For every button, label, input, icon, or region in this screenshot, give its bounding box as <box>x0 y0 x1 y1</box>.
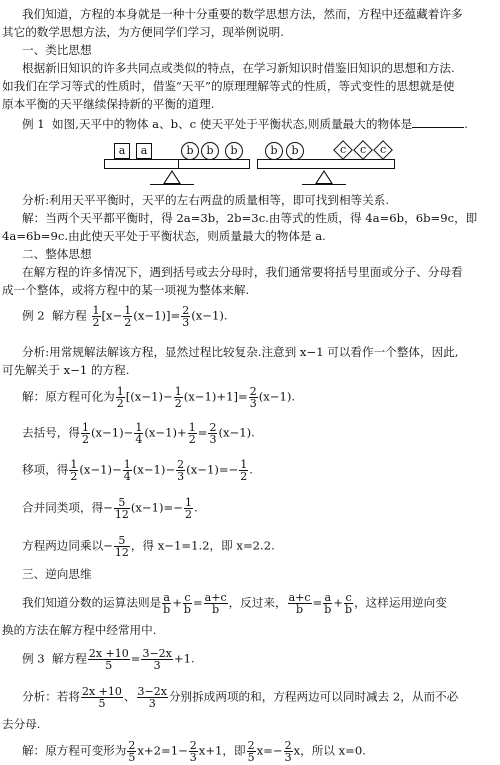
weight-b: b <box>225 142 243 160</box>
fraction: $\frac{c}{b}$ <box>345 591 353 616</box>
fraction: $\frac{a}{b}$ <box>163 591 171 616</box>
fraction: $\frac{1}{4}$ <box>123 458 131 483</box>
fraction: $\frac{3-2x}{3}$ <box>142 647 172 672</box>
section1-paragraph-1: 根据新旧知识的许多共同点或类似的特点，在学习新知识时借鉴旧知识的思想和方法. <box>22 61 455 75</box>
fraction: $\frac{2}{3}$ <box>284 739 292 764</box>
example1-solution-1: 解：当两个天平都平衡时，得 2a=3b，2b=3c.由等式的性质，得 4a=6b，6b=9c，即 <box>22 211 478 225</box>
fraction: $\frac{2}{3}$ <box>177 458 185 483</box>
example1-question: 例 1 如图,天平中的物体 a、b、c 使天平处于平衡状态,则质量最大的物体是 . <box>22 117 468 131</box>
example3-analysis-2: 去分母. <box>2 717 41 731</box>
weight-a: a <box>114 143 130 159</box>
weight-b: b <box>265 142 283 160</box>
example1-text: 如图,天平中的物体 a、b、c 使天平处于平衡状态,则质量最大的物体是 <box>52 117 413 131</box>
example2-equation: 例 2 解方程 $\frac{1}{2}$ [x− $\frac{1}{2}$ (x−1)]= $\frac{2}{3}$ (x−1). <box>22 304 228 329</box>
section2-heading: 二、整体思想 <box>22 247 92 261</box>
section1-paragraph-2: 如我们在学习等式的性质时，借鉴“天平”的原理理解等式的性质，等式变性的思想就是使 <box>2 79 455 93</box>
fraction: $\frac{1}{2}$ <box>70 458 78 483</box>
fulcrum-base <box>150 184 194 185</box>
answer-blank <box>412 116 464 128</box>
fraction: $\frac{2x +10}{5}$ <box>81 685 122 710</box>
section3-heading: 三、逆向思维 <box>22 567 92 581</box>
fraction: $\frac{1}{2}$ <box>81 421 89 446</box>
example1-solution-2: 4a=6b=9c.由此使天平处于平衡状态，则质量最大的物体是 a. <box>2 229 326 243</box>
section3-paragraph-1: 我们知道分数的运算法则是 $\frac{a}{b}$ + $\frac{c}{b}$ = $\frac{a+c}{b}$ ，反过来， $\frac{a+c}{b}$ = $\frac{a}{b}$ + $\frac{c}{b}$ ，这样运用逆向变 <box>22 591 447 616</box>
fraction: $\frac{2}{3}$ <box>189 739 197 764</box>
section1-paragraph-3: 原本平衡的天平继续保持新的平衡的道理. <box>2 97 215 111</box>
fraction: $\frac{5}{12}$ <box>114 534 129 559</box>
example2-step-5: 方程两边同乘以− $\frac{5}{12}$ ，得 x−1=1.2，即 x=2.2. <box>22 534 275 559</box>
fraction: $\frac{1}{2}$ <box>188 421 196 446</box>
fraction: $\frac{2}{3}$ <box>182 304 190 329</box>
intro-line-1: 我们知道，方程的本身就是一种十分重要的数学思想方法，然而，方程中还蕴藏着许多 <box>22 7 463 21</box>
fraction: $\frac{5}{12}$ <box>114 496 129 521</box>
example2-step-1: 解：原方程可化为 $\frac{1}{2}$ [(x−1)− $\frac{1}{2}$ (x−1)+1]= $\frac{2}{3}$ (x−1). <box>22 385 296 410</box>
fraction: $\frac{2}{5}$ <box>128 739 136 764</box>
fraction: $\frac{c}{b}$ <box>183 591 191 616</box>
fraction: $\frac{2x +10}{5}$ <box>88 647 129 672</box>
section2-paragraph-1: 在解方程的许多情况下，遇到括号或去分母时，我们通常要将括号里面或分子、分母看 <box>22 265 463 279</box>
fraction: $\frac{2}{3}$ <box>249 385 257 410</box>
fraction: $\frac{1}{2}$ <box>92 304 100 329</box>
example2-analysis-2: 可先解关于 x−1 的方程. <box>2 363 130 377</box>
weight-b: b <box>201 142 219 160</box>
fraction: $\frac{2}{3}$ <box>209 421 217 446</box>
example2-analysis-1: 分析:用常规解法解该方程，显然过程比较复杂.注意到 x−1 可以看作一个整体，因此, <box>22 345 459 359</box>
weight-c: c <box>373 140 393 160</box>
section2-paragraph-2: 成一个整体，或将方程中的某一项视为整体来解. <box>2 283 250 297</box>
example2-step-3: 移项，得 $\frac{1}{2}$ (x−1)− $\frac{1}{4}$ (x−1)− $\frac{2}{3}$ (x−1)=− $\frac{1}{2}$ . <box>22 458 253 483</box>
weight-c: c <box>353 140 373 160</box>
fraction: $\frac{1}{2}$ <box>184 496 192 521</box>
weight-a: a <box>136 143 152 159</box>
balance-beam <box>257 159 395 169</box>
example1-analysis: 分析:利用天平平衡时，天平的左右两盘的质量相等，即可找到相等关系. <box>22 193 389 207</box>
example1-label: 例 1 <box>22 117 45 131</box>
example3-solution: 解：原方程可变形为 $\frac{2}{5}$ x+2=1− $\frac{2}{3}$ x+1，即 $\frac{2}{5}$ x=− $\frac{2}{3}$ x，所以 x=0. <box>22 739 366 764</box>
fulcrum-base <box>302 184 346 185</box>
fraction: $\frac{1}{2}$ <box>124 304 132 329</box>
example2-step-2: 去括号，得 $\frac{1}{2}$ (x−1)− $\frac{1}{4}$ (x−1)+ $\frac{1}{2}$ = $\frac{2}{3}$ (x−1). <box>22 421 255 446</box>
weight-b: b <box>181 142 199 160</box>
intro-line-2: 其它的数学思想方法，为方便同学们学习，现举例说明. <box>2 25 284 39</box>
section1-heading: 一、类比思想 <box>22 43 92 57</box>
balance-pan-right <box>178 159 250 169</box>
fraction: $\frac{3-2x}{3}$ <box>137 685 167 710</box>
section3-paragraph-2: 换的方法在解方程中经常用中. <box>2 623 157 637</box>
weight-b: b <box>286 142 304 160</box>
example3-equation: 例 3 解方程 $\frac{2x +10}{5}$ = $\frac{3-2x}{3}$ +1. <box>22 647 195 672</box>
example3-analysis-1: 分析：若将 $\frac{2x +10}{5}$ 、 $\frac{3-2x}{3}$ 分别拆成两项的和，方程两边可以同时减去 2，从而不必 <box>22 685 459 710</box>
example2-step-4: 合并同类项，得− $\frac{5}{12}$ (x−1)=− $\frac{1}{2}$ . <box>22 496 198 521</box>
fraction: $\frac{1}{2}$ <box>240 458 248 483</box>
fraction: $\frac{a+c}{b}$ <box>204 591 227 616</box>
fulcrum-icon <box>315 170 333 184</box>
fraction: $\frac{1}{4}$ <box>135 421 143 446</box>
fraction: $\frac{1}{2}$ <box>116 385 124 410</box>
fraction: $\frac{2}{5}$ <box>247 739 255 764</box>
fulcrum-icon <box>163 170 181 184</box>
weight-c: c <box>333 140 353 160</box>
fraction: $\frac{1}{2}$ <box>174 385 182 410</box>
fraction: $\frac{a+c}{b}$ <box>288 591 311 616</box>
fraction: $\frac{a}{b}$ <box>324 591 332 616</box>
